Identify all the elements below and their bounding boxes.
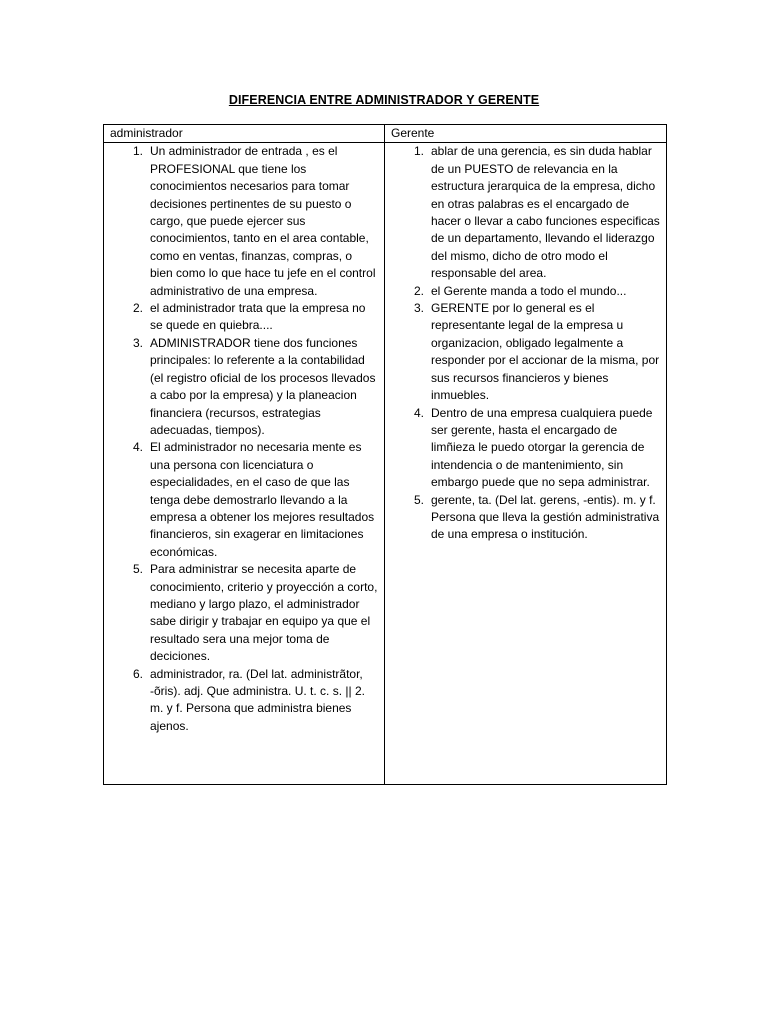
gerente-list (385, 143, 662, 543)
list-item (385, 492, 662, 544)
document-title: DIFERENCIA ENTRE ADMINISTRADOR Y GERENTE (228, 93, 540, 107)
list-item-text: el administrador trata que la empresa no se quede en quiebra.... (150, 301, 366, 333)
list-item-text: Un administrador de entrada , es el PROFESIONAL que tiene los conocimientos necesarios para tomar decisiones pertinentes de su puesto o cargo, que puede ejercer sus conocimientos, tanto en el area contable, como en ventas, finanzas, compras, o bien como lo que hace tu jefe en el control administrativo de una empresa. (150, 144, 376, 298)
list-number: 4. (132, 440, 143, 455)
column-header-gerente: Gerente (385, 125, 667, 143)
list-item (104, 666, 380, 736)
list-item-text: GERENTE por lo general es el representante legal de la empresa u organizacion, obligado legalmente a responder por el accionar de la misma, por sus recursos financieros y bienes inmuebles. (431, 301, 660, 403)
list-number: 1. (132, 144, 143, 159)
list-number: 6. (132, 666, 143, 681)
list-number: 5. (132, 562, 143, 577)
list-item-text: ADMINISTRADOR tiene dos funciones principales: lo referente a la contabilidad (el registro oficial de los procesos llevados a cabo por la empresa) y la planeacion financiera (recursos, estrategias adecuadas, tiempos). (150, 335, 376, 437)
list-item-text: El administrador no necesaria mente es una persona con licenciatura o especialidades, en el caso de que las tenga debe demostrarlo llevando a la empresa a obtener los mejores resultados financieros, sin exagerar en limitaciones económicas. (150, 440, 375, 559)
list-number: 4. (413, 405, 424, 420)
list-item (104, 561, 380, 665)
gerente-cell (385, 143, 667, 785)
list-item (104, 335, 380, 439)
list-item (104, 439, 380, 561)
list-item (385, 300, 662, 404)
list-item (104, 143, 380, 300)
list-item-text: el Gerente manda a todo el mundo... (431, 283, 627, 298)
list-item-text: ablar de una gerencia, es sin duda hablar de un PUESTO de relevancia en la estructura jerarquica de la empresa, dicho en otras palabras es el encargado de hacer o llevar a cabo funciones especificas de un departamento, llevando el liderazgo del mismo, dicho de otro modo el responsable del area. (431, 144, 660, 281)
list-item (385, 405, 662, 492)
table-header-row (104, 125, 667, 143)
list-number: 1. (413, 144, 424, 159)
list-number: 2. (413, 283, 424, 298)
table-row (104, 143, 667, 785)
comparison-table (103, 124, 667, 785)
administrador-list (104, 143, 380, 735)
list-item-text: gerente, ta. (Del lat. gerens, -entis). m. y f. Persona que lleva la gestión administrativa de una empresa o institución. (431, 492, 660, 542)
list-item-text: administrador, ra. (Del lat. administrãtor, -õris). adj. Que administra. U. t. c. s. || 2. m. y f. Persona que administra bienes ajenos. (150, 666, 365, 733)
column-header-administrador: administrador (104, 125, 385, 143)
list-number: 3. (413, 301, 424, 316)
list-number: 3. (132, 335, 143, 350)
list-item (104, 300, 380, 335)
list-number: 5. (413, 492, 424, 507)
administrador-cell (104, 143, 385, 785)
list-item (385, 283, 662, 300)
list-item (385, 143, 662, 282)
list-number: 2. (132, 301, 143, 316)
list-item-text: Dentro de una empresa cualquiera puede ser gerente, hasta el encargado de limñieza le puedo otorgar la gerencia de intendencia o de mantenimiento, sin embargo puede que no sepa administrar. (431, 405, 653, 490)
list-item-text: Para administrar se necesita aparte de conocimiento, criterio y proyección a corto, mediano y largo plazo, el administrador sabe dirigir y trabajar en equipo ya que el resultado sera una mejor toma de deciciones. (150, 562, 378, 664)
